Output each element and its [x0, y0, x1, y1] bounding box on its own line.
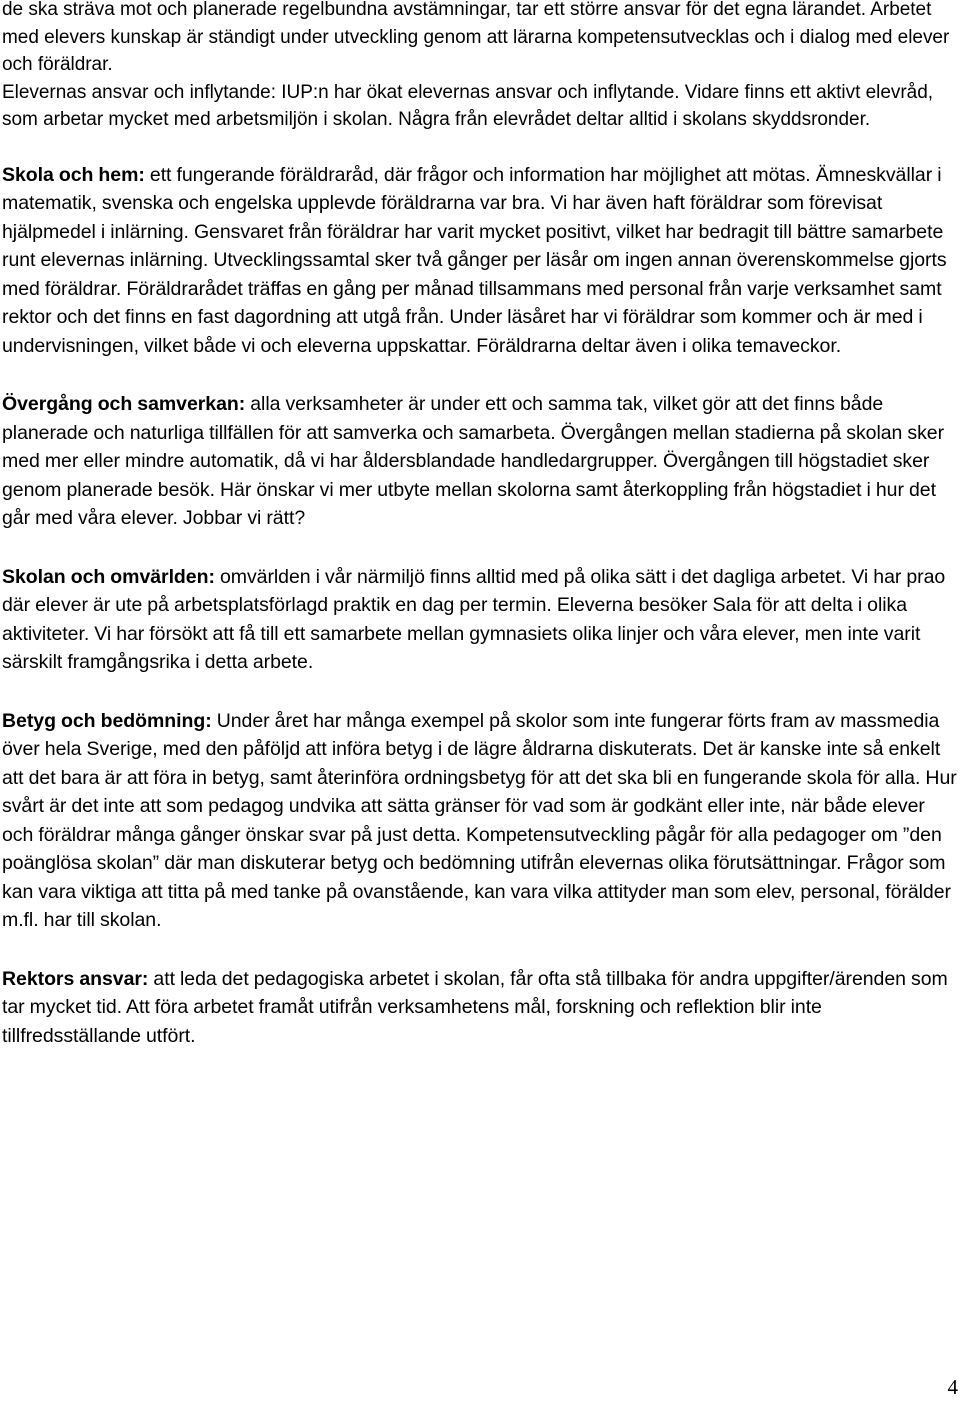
paragraph-spacer: [2, 360, 957, 390]
paragraph-overgang-och-samverkan: [2, 390, 957, 533]
page-number: 4: [947, 1375, 958, 1399]
paragraph-spacer: [2, 935, 957, 965]
heading-skola-och-hem: Skola och hem:: [2, 163, 145, 186]
paragraph-spacer: [2, 677, 957, 707]
heading-overgang-och-samverkan: Övergång och samverkan:: [2, 393, 246, 415]
paragraph-overgang-och-samverkan-text: alla verksamheter är under ett och samma tak, vilket gör att det finns både planerade och naturliga tillfällen för att samverka och samarbeta. Övergången mellan stadierna på skolan sker med mer eller mindre automatik, då vi har åldersblandade handledargrupper. Övergången till högstadiet sker genom planerade besök. Här önskar vi mer utbyte mellan skolorna samt återkoppling från högstadiet i hur det går med våra elever. Jobbar vi rätt?: [2, 393, 945, 529]
paragraph-skolan-och-omvarlden-text: omvärlden i vår närmiljö finns alltid med på olika sätt i det dagliga arbetet. Vi har prao där elever är ute på arbetsplatsförlagd praktik en dag per termin. Eleverna besöker Sala för att delta i olika aktiviteter. Vi har försökt att få till ett samarbete mellan gymnasiets olika linjer och våra elever, men inte varit särskilt framgångsrika i detta arbete.: [2, 565, 946, 673]
heading-betyg-och-bedomning: Betyg och bedömning:: [2, 709, 212, 732]
paragraph-rektors-ansvar: [2, 965, 957, 1051]
paragraph-betyg-och-bedomning: [2, 707, 957, 935]
paragraph-spacer: [2, 533, 957, 563]
paragraph-betyg-och-bedomning-text: Under året har många exempel på skolor som inte fungerar förts fram av massmedia över hela Sverige, med den påföljd att införa betyg i de lägre åldrarna diskuterats. Det är kanske inte så enkelt att det bara är att föra in betyg, samt återinföra ordningsbetyg för att det ska bli en fungerande skola för alla. Hur svårt är det inte att som pedagog undvika att sätta gränser för vad som är godkänt eller inte, när både elever och föräldrar många gånger önskar svar på just detta. Kompetensutveckling pågår för alla pedagoger om ”den poänglösa skolan” där man diskuterar betyg och bedömning utifrån elevernas olika förutsättningar. Frågor som kan vara viktiga att titta på med tanke på ovanstående, kan vara vilka attityder man som elev, personal, förälder m.fl. har till skolan.: [2, 709, 957, 931]
heading-rektors-ansvar: Rektors ansvar:: [2, 967, 149, 990]
paragraph-rektors-ansvar-text: att leda det pedagogiska arbetet i skolan, får ofta stå tillbaka för andra uppgifter/ärenden som tar mycket tid. Att föra arbetet framåt utifrån verksamhetens mål, forskning och reflektion blir inte tillfredsställande utfört.: [2, 967, 948, 1047]
document-page: [2, 0, 957, 1050]
paragraph-spacer: [2, 134, 957, 161]
paragraph-skola-och-hem-text-b: Gensvaret från föräldrar har varit mycket positivt, vilket har bedragit till bättre samarbete runt elevernas inlärning. Utvecklingssamtal sker två gånger per läsår om ingen annan överenskommelse gjorts med föräldrar. Föräldrarådet träffas en gång per månad tillsammans med personal från varje verksamhet samt rektor och det finns en fast dagordning att utgå från. Under läsåret har vi föräldrar som kommer och är med i undervisningen, vilket både vi och eleverna uppskattar. Föräldrarna deltar även i olika temaveckor.: [2, 220, 947, 357]
heading-skolan-och-omvarlden: Skolan och omvärlden:: [2, 565, 215, 588]
paragraph-intro-text: de ska sträva mot och planerade regelbundna avstämningar, tar ett större ansvar för det egna lärandet. Arbetet med elevers kunskap är ständigt under utveckling genom att lärarna kompetensutvecklas och i dialog med elever och föräldrar.: [2, 0, 950, 75]
paragraph-elevernas-ansvar-text: IUP:n har ökat elevernas ansvar och inflytande. Vidare finns ett aktivt elevråd, som arbetar mycket med arbetsmiljön i skolan. Några från elevrådet deltar alltid i skolans skyddsronder.: [2, 81, 934, 130]
paragraph-skola-och-hem: [2, 161, 957, 361]
paragraph-skola-och-hem-text-a: ett fungerande föräldraråd, där frågor och information har möjlighet att mötas. Ämneskvällar i matematik, svenska och engelska upplevde föräldrarna var bra. Vi har även haft föräldrar som förevisat hjälpmedel i inlärning.: [2, 163, 942, 243]
heading-elevernas-ansvar: Elevernas ansvar och inflytande:: [2, 81, 276, 103]
paragraph-skolan-och-omvarlden: [2, 563, 957, 677]
paragraph-elevernas-ansvar: [2, 0, 957, 134]
